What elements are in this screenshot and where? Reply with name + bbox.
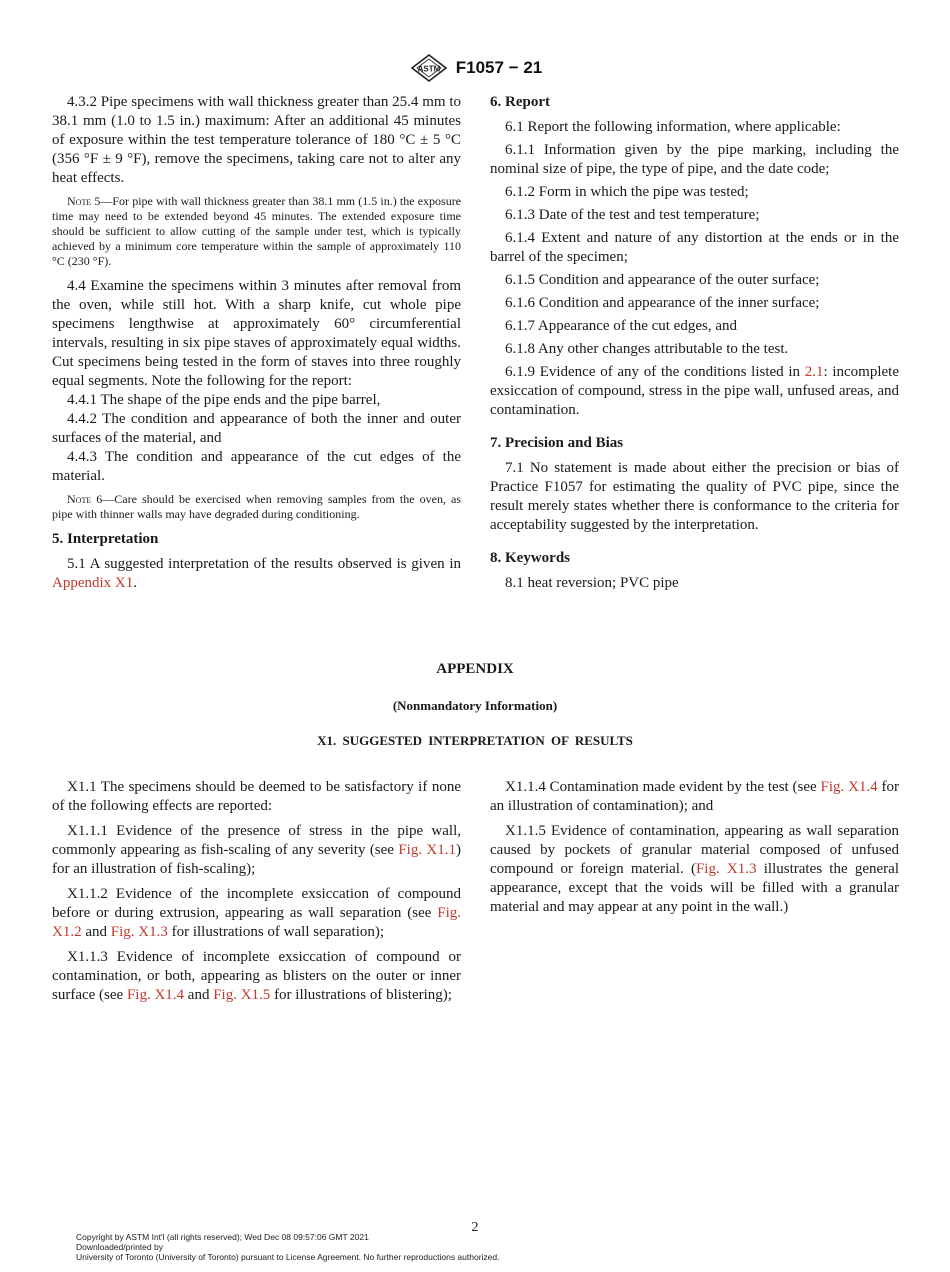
section-7-heading: 7. Precision and Bias bbox=[490, 435, 624, 451]
paragraph-x1-1-4-end: for an illustration of contamination); and bbox=[490, 779, 899, 814]
paragraph-x1-1-4 bbox=[490, 778, 899, 816]
paragraph-6-1-7: 6.1.7 Appearance of the cut edges, and bbox=[505, 318, 737, 334]
paragraph-6-1-9 bbox=[490, 363, 899, 420]
note-6 bbox=[52, 492, 461, 522]
footer-line-2: Downloaded/printed by bbox=[76, 1242, 163, 1252]
page-number: 2 bbox=[471, 1220, 479, 1235]
paragraph-6-1-9-text: 6.1.9 Evidence of any of the conditions listed in bbox=[505, 364, 805, 380]
paragraph-6-1: 6.1 Report the following information, where applicable: bbox=[505, 119, 841, 135]
paragraph-x1-1-1 bbox=[52, 822, 461, 879]
svg-text:ASTM: ASTM bbox=[417, 64, 441, 74]
paragraph-x1-1-5 bbox=[490, 822, 899, 917]
footer-line-1: Copyright by ASTM Int'l (all rights reserved); Wed Dec 08 09:57:06 GMT 2021 bbox=[76, 1232, 369, 1242]
section-5-heading: 5. Interpretation bbox=[52, 531, 159, 547]
appendix-x1-title: X1. SUGGESTED INTERPRETATION OF RESULTS bbox=[317, 733, 633, 748]
paragraph-x1-1-2-end: for illustrations of wall separation); bbox=[167, 924, 385, 940]
paragraph-6-1-3: 6.1.3 Date of the test and test temperature; bbox=[505, 207, 760, 223]
fig-x1-2-link[interactable]: Fig. X1.2 bbox=[52, 905, 461, 940]
fig-x1-5-link[interactable]: Fig. X1.5 bbox=[213, 987, 271, 1003]
paragraph-x1-1-1-text: X1.1.1 Evidence of the presence of stress in the pipe wall, commonly appearing as fish-scaling of any severity (see bbox=[52, 823, 461, 858]
section-8-heading: 8. Keywords bbox=[490, 550, 570, 566]
paragraph-x1-1-4-text: X1.1.4 Contamination made evident by the test (see bbox=[505, 779, 821, 795]
note-5-label: Note 5 bbox=[67, 194, 101, 208]
copyright-footer bbox=[76, 1232, 876, 1262]
paragraph-7-1: 7.1 No statement is made about either the precision or bias of Practice F1057 for estimating the quality of PVC pipe, since the result merely states whether there is conformance to the criteria for acceptability suggested by the interpretation. bbox=[490, 460, 899, 533]
appendix-subtitle: (Nonmandatory Information) bbox=[392, 698, 558, 713]
paragraph-6-1-5: 6.1.5 Condition and appearance of the outer surface; bbox=[505, 272, 820, 288]
paragraph-x1-1-2-text: X1.1.2 Evidence of the incomplete exsiccation of compound before or during extrusion, appearing as wall separation (see bbox=[52, 886, 461, 921]
fig-x1-4-link-2[interactable]: Fig. X1.4 bbox=[820, 779, 878, 795]
footer-line-3: University of Toronto (University of Toronto) pursuant to License Agreement. No further reproductions authorized. bbox=[76, 1252, 500, 1262]
note-6-text: —Care should be exercised when removing samples from the oven, as pipe with thinner walls may have degraded during conditioning. bbox=[52, 492, 461, 521]
section-6-heading: 6. Report bbox=[490, 94, 550, 110]
fig-x1-3-link[interactable]: Fig. X1.3 bbox=[110, 924, 168, 940]
note-6-label: Note 6 bbox=[67, 492, 103, 506]
paragraph-x1-1-5-end: illustrates the general appearance, except that the voids will be filled with a granular material and may appear at any point in the wall.) bbox=[490, 861, 899, 915]
paragraph-x1-1-3-text: X1.1.3 Evidence of incomplete exsiccation of compound or contamination, or both, appearing as blisters on the outer or inner surface (see bbox=[52, 949, 461, 1003]
paragraph-x1-1-2-and: and bbox=[81, 924, 111, 940]
paragraph-4-4-2: 4.4.2 The condition and appearance of both the inner and outer surfaces of the material, and bbox=[52, 411, 461, 446]
paragraph-x1-1-5-text: X1.1.5 Evidence of contamination, appearing as wall separation caused by pockets of granular material composed of unfused compound or foreign material. ( bbox=[490, 823, 899, 877]
note-5 bbox=[52, 194, 461, 269]
right-column bbox=[490, 93, 899, 597]
fig-x1-3-link-2[interactable]: Fig. X1.3 bbox=[695, 861, 757, 877]
paragraph-4-3-2: 4.3.2 Pipe specimens with wall thickness greater than 25.4 mm to 38.1 mm (1.0 to 1.5 in.) maximum: After an additional 45 minutes of exposure within the test temperature tolerance of 180 °C ± 5 °C (356 °F ± 9 °F), remove the specimens, taking care not to alter any heat effects. bbox=[52, 94, 461, 186]
paragraph-5-1 bbox=[52, 555, 461, 593]
appendix-x1-link[interactable]: Appendix X1 bbox=[52, 575, 134, 591]
paragraph-x1-1: X1.1 The specimens should be deemed to be satisfactory if none of the following effects are reported: bbox=[52, 779, 461, 814]
paragraph-6-1-2: 6.1.2 Form in which the pipe was tested; bbox=[505, 184, 749, 200]
fig-x1-4-link[interactable]: Fig. X1.4 bbox=[126, 987, 185, 1003]
appendix-left-column bbox=[52, 778, 461, 1011]
paragraph-x1-1-3-and: and bbox=[184, 987, 214, 1003]
document-id: F1057 − 21 bbox=[455, 58, 543, 77]
paragraph-x1-1-3-end: for illustrations of blistering); bbox=[270, 987, 452, 1003]
section-2-1-link[interactable]: 2.1 bbox=[804, 364, 824, 380]
paragraph-8-1: 8.1 heat reversion; PVC pipe bbox=[505, 575, 679, 591]
astm-logo-icon bbox=[408, 53, 450, 83]
appendix-right-column bbox=[490, 778, 899, 923]
paragraph-4-4-3: 4.4.3 The condition and appearance of the cut edges of the material. bbox=[52, 449, 461, 484]
paragraph-4-4-1: 4.4.1 The shape of the pipe ends and the pipe barrel, bbox=[67, 392, 381, 408]
paragraph-4-4: 4.4 Examine the specimens within 3 minutes after removal from the oven, while still hot. With a sharp knife, cut whole pipe specimens lengthwise at approximately 60° circumferential intervals, resulting in six pipe staves of approximately equal widths. Cut specimens being tested in the form of staves into three roughly equal segments. Note the following for the report: bbox=[52, 278, 461, 389]
fig-x1-1-link[interactable]: Fig. X1.1 bbox=[398, 842, 456, 858]
paragraph-5-1-end: . bbox=[133, 575, 137, 591]
appendix-title: APPENDIX bbox=[436, 661, 514, 677]
note-5-text: —For pipe with wall thickness greater than 38.1 mm (1.5 in.) the exposure time may need to be extended beyond 45 minutes. The extended exposure time should be sufficient to allow cutting of the sample under test, which is typically achieved by a minimum core temperature within the sample of approximately 110 °C (230 °F). bbox=[52, 194, 462, 268]
paragraph-6-1-1: 6.1.1 Information given by the pipe marking, including the nominal size of pipe, the type of pipe, and the date code; bbox=[490, 142, 899, 177]
paragraph-5-1-text: 5.1 A suggested interpretation of the results observed is given in bbox=[67, 556, 461, 572]
paragraph-6-1-8: 6.1.8 Any other changes attributable to the test. bbox=[505, 341, 789, 357]
paragraph-x1-1-2 bbox=[52, 885, 461, 942]
paragraph-x1-1-3 bbox=[52, 948, 461, 1005]
page-header bbox=[0, 52, 950, 84]
paragraph-6-1-6: 6.1.6 Condition and appearance of the inner surface; bbox=[505, 295, 820, 311]
paragraph-6-1-9-end: : incomplete exsiccation of compound, stress in the pipe wall, unfused areas, and contamination. bbox=[490, 364, 899, 418]
left-column bbox=[52, 93, 461, 597]
paragraph-6-1-4: 6.1.4 Extent and nature of any distortion at the ends or in the barrel of the specimen; bbox=[490, 230, 899, 265]
paragraph-x1-1-1-end: ) for an illustration of fish-scaling); bbox=[52, 842, 461, 877]
